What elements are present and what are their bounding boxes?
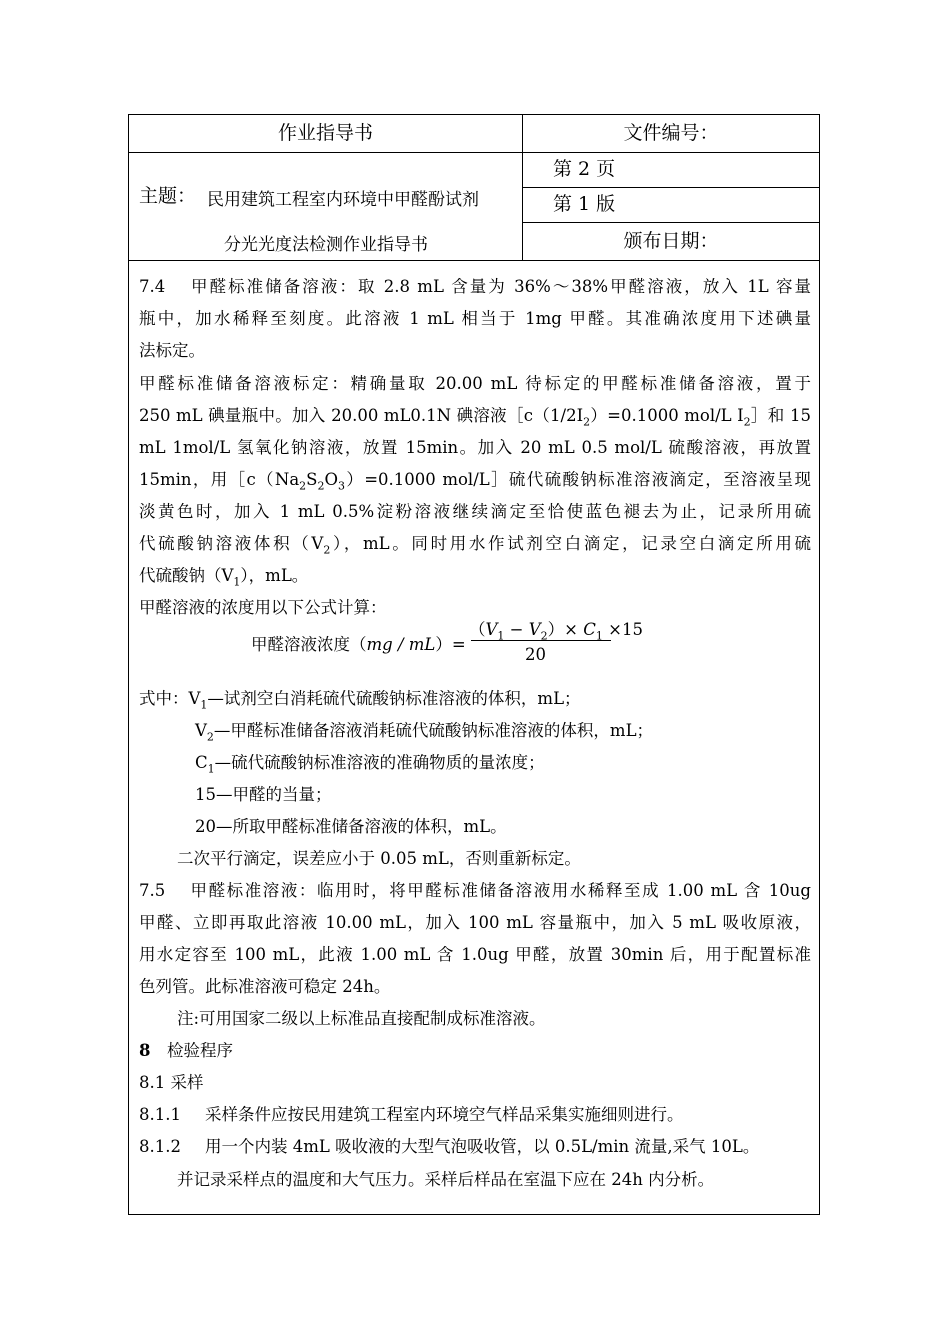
legend-v1: 式中：$V_1—$试剂空白消耗硫代硫酸钠标准溶液的体积，mL； [139,689,581,712]
formula-numerator: $(V_1 - V_2)\times C_1 \times 15$ [469,620,643,643]
cal-line-3: mL 1mol/L 氢氧化钠溶液，放置 15min。加入 20 mL 0.5 mol/L 硫酸溶液，再放置 [139,438,811,457]
doc-title: 作业指导书 [129,115,523,153]
file-number-label: 文件编号： [523,115,819,153]
fraction-bar [471,640,611,641]
s812-cont: 并记录采样点的温度和大气压力。采样后样品在室温下应在 24h 内分析。 [177,1170,715,1189]
subject-line-2: 分光光度法检测作业指导书 [224,235,428,255]
legend-v2: $V_2—$甲醛标准储备溶液消耗硫代硫酸钠标准溶液的体积，mL； [195,721,654,744]
issue-date-label: 颁布日期： [523,223,819,261]
s812-line: 8.1.2 用一个内装 4mL 吸收液的大型气泡吸收管，以 0.5L/min 流量,采气 10L。 [139,1137,760,1156]
s75-line-3: 用水定容至 100 mL，此液 1.00 mL 含 1.0ug 甲醛，放置 30min 后，用于配置标准 [139,945,811,964]
s74-line-1: 7.4 甲醛标准储备溶液：取 2.8 mL 含量为 36%～38%甲醛溶液，放入 1L 容量 [139,277,811,296]
s8-heading: 8 检验程序 [139,1041,233,1060]
legend-20: 20—所取甲醛标准储备溶液的体积，mL。 [195,817,507,836]
s74-line-3: 法标定。 [139,341,205,360]
version-number: 第 1 版 [523,188,819,223]
s75-line-2: 甲醛、立即再取此溶液 10.00 mL，加入 100 mL 容量瓶中，加入 5 mL 吸收原液， [139,913,811,932]
cal-line-2: 250 mL 碘量瓶中。加入 20.00 mL0.1N 碘溶液$[c(1/2I_2)=0.1000$ mol/L $I_2]$和 15 [139,406,811,429]
s75-line-1: 7.5 甲醛标准溶液：临用时，将甲醛标准储备溶液用水稀释至成 1.00 mL 含 10ug [139,881,811,900]
cal-line-6: 代硫酸钠溶液体积$(V_2)$，mL。同时用水作试剂空白滴定，记录空白滴定所用硫 [139,534,812,557]
legend-c1: $C_1—$硫代硫酸钠标准溶液的准确物质的量浓度； [195,753,545,776]
s74-line-2: 瓶中，加水稀释至刻度。此溶液 1 mL 相当于 1mg 甲醛。其准确浓度用下述碘量 [139,309,811,328]
legend-15: 15—甲醛的当量； [195,785,332,804]
subject-cell [129,153,523,261]
document-table [128,114,820,1215]
cal-line-8: 甲醛溶液的浓度用以下公式计算： [139,598,387,617]
subject-line-1: 民用建筑工程室内环境中甲醛酚试剂 [207,190,479,210]
formula-denominator: 20 [525,645,546,664]
s75-note: 注:可用国家二级以上标准品直接配制成标准溶液。 [177,1009,546,1028]
cal-line-4: 15min，用$[c(Na_2S_2O_3)=0.1000$ mol/L］硫代硫酸钠标准溶液滴定，至溶液呈现 [139,470,811,493]
formula-lhs: 甲醛溶液浓度（mg / mL）= [251,635,466,654]
page-number: 第 2 页 [523,153,819,188]
subject-label: 主题： [139,185,197,207]
s81-heading: 8.1 采样 [139,1073,204,1092]
cal-line-5: 淡黄色时，加入 1 mL 0.5%淀粉溶液继续滴定至恰使蓝色褪去为止，记录所用硫 [139,502,811,521]
cal-line-7: 代硫酸钠$(V_1)$，mL。 [139,566,309,589]
s811-line: 8.1.1 采样条件应按民用建筑工程室内环境空气样品采集实施细则进行。 [139,1105,684,1124]
legend-note: 二次平行滴定，误差应小于 0.05 mL，否则重新标定。 [177,849,581,868]
cal-line-1: 甲醛标准储备溶液标定：精确量取 20.00 mL 待标定的甲醛标准储备溶液，置于 [139,374,811,393]
s75-line-4: 色列管。此标准溶液可稳定 24h。 [139,977,391,996]
